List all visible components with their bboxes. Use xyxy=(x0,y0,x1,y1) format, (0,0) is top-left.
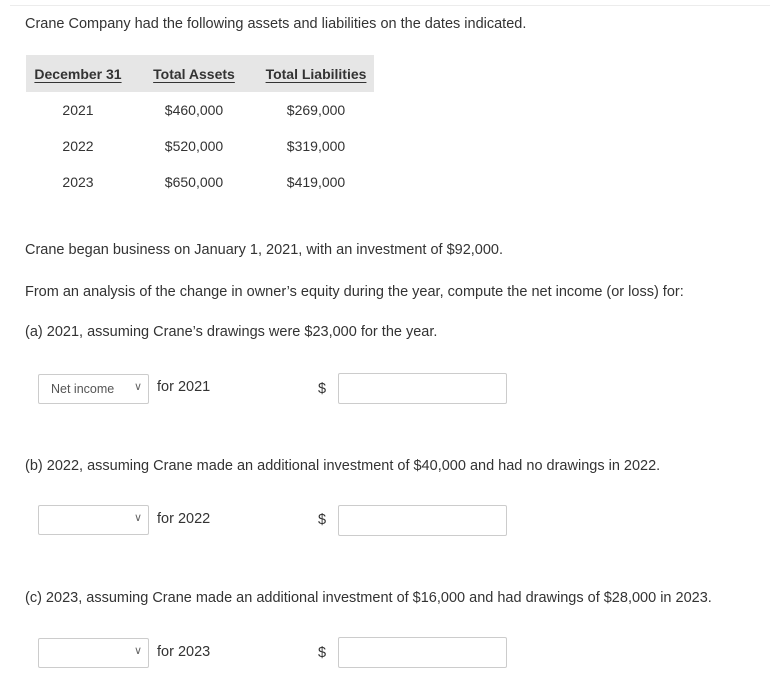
part-b-currency-symbol: $ xyxy=(318,512,327,528)
part-b-for-label: for 2022 xyxy=(157,511,211,527)
table-row xyxy=(26,92,374,128)
assets-liabilities-table xyxy=(26,55,374,200)
part-b-prompt: (b) 2022, assuming Crane made an additional investment of $40,000 and had no drawings in 2022. xyxy=(25,458,661,474)
part-c-currency-symbol: $ xyxy=(318,645,327,661)
total-assets-cell: $650,000 xyxy=(164,174,224,190)
instruction-text: From an analysis of the change in owner’s equity during the year, compute the net income (or loss) for: xyxy=(25,284,684,300)
year-cell: 2022 xyxy=(62,138,94,154)
part-c-amount-input[interactable] xyxy=(338,637,507,668)
table-header-row xyxy=(26,55,374,92)
part-a-income-type-select[interactable] xyxy=(38,374,149,404)
year-cell: 2021 xyxy=(62,102,94,118)
business-start-text: Crane began business on January 1, 2021, with an investment of $92,000. xyxy=(25,242,504,258)
chevron-down-icon: ∨ xyxy=(133,381,142,393)
chevron-down-icon: ∨ xyxy=(133,512,142,524)
chevron-down-icon: ∨ xyxy=(133,645,142,657)
part-a-for-label: for 2021 xyxy=(157,379,211,395)
part-c-for-label: for 2023 xyxy=(157,644,211,660)
part-b-amount-input[interactable] xyxy=(338,505,507,536)
column-header-total-assets: Total Assets xyxy=(130,55,258,92)
total-liabilities-cell: $319,000 xyxy=(286,138,346,154)
part-c-income-type-select[interactable] xyxy=(38,638,149,668)
table-row xyxy=(26,128,374,164)
intro-text: Crane Company had the following assets and liabilities on the dates indicated. xyxy=(25,16,527,32)
total-liabilities-cell: $269,000 xyxy=(286,102,346,118)
part-a-currency-symbol: $ xyxy=(318,381,327,397)
part-a-amount-input[interactable] xyxy=(338,373,507,404)
column-header-december-31: December 31 xyxy=(26,55,130,92)
column-header-total-liabilities: Total Liabilities xyxy=(258,55,374,92)
part-c-prompt: (c) 2023, assuming Crane made an additional investment of $16,000 and had drawings of $28,000 in 2023. xyxy=(25,590,712,606)
total-liabilities-cell: $419,000 xyxy=(286,174,346,190)
year-cell: 2023 xyxy=(62,174,94,190)
select-value: Net income xyxy=(51,382,115,396)
top-divider xyxy=(10,5,770,6)
total-assets-cell: $520,000 xyxy=(164,138,224,154)
table-row xyxy=(26,164,374,200)
total-assets-cell: $460,000 xyxy=(164,102,224,118)
part-b-income-type-select[interactable] xyxy=(38,505,149,535)
part-a-prompt: (a) 2021, assuming Crane’s drawings were $23,000 for the year. xyxy=(25,324,438,340)
